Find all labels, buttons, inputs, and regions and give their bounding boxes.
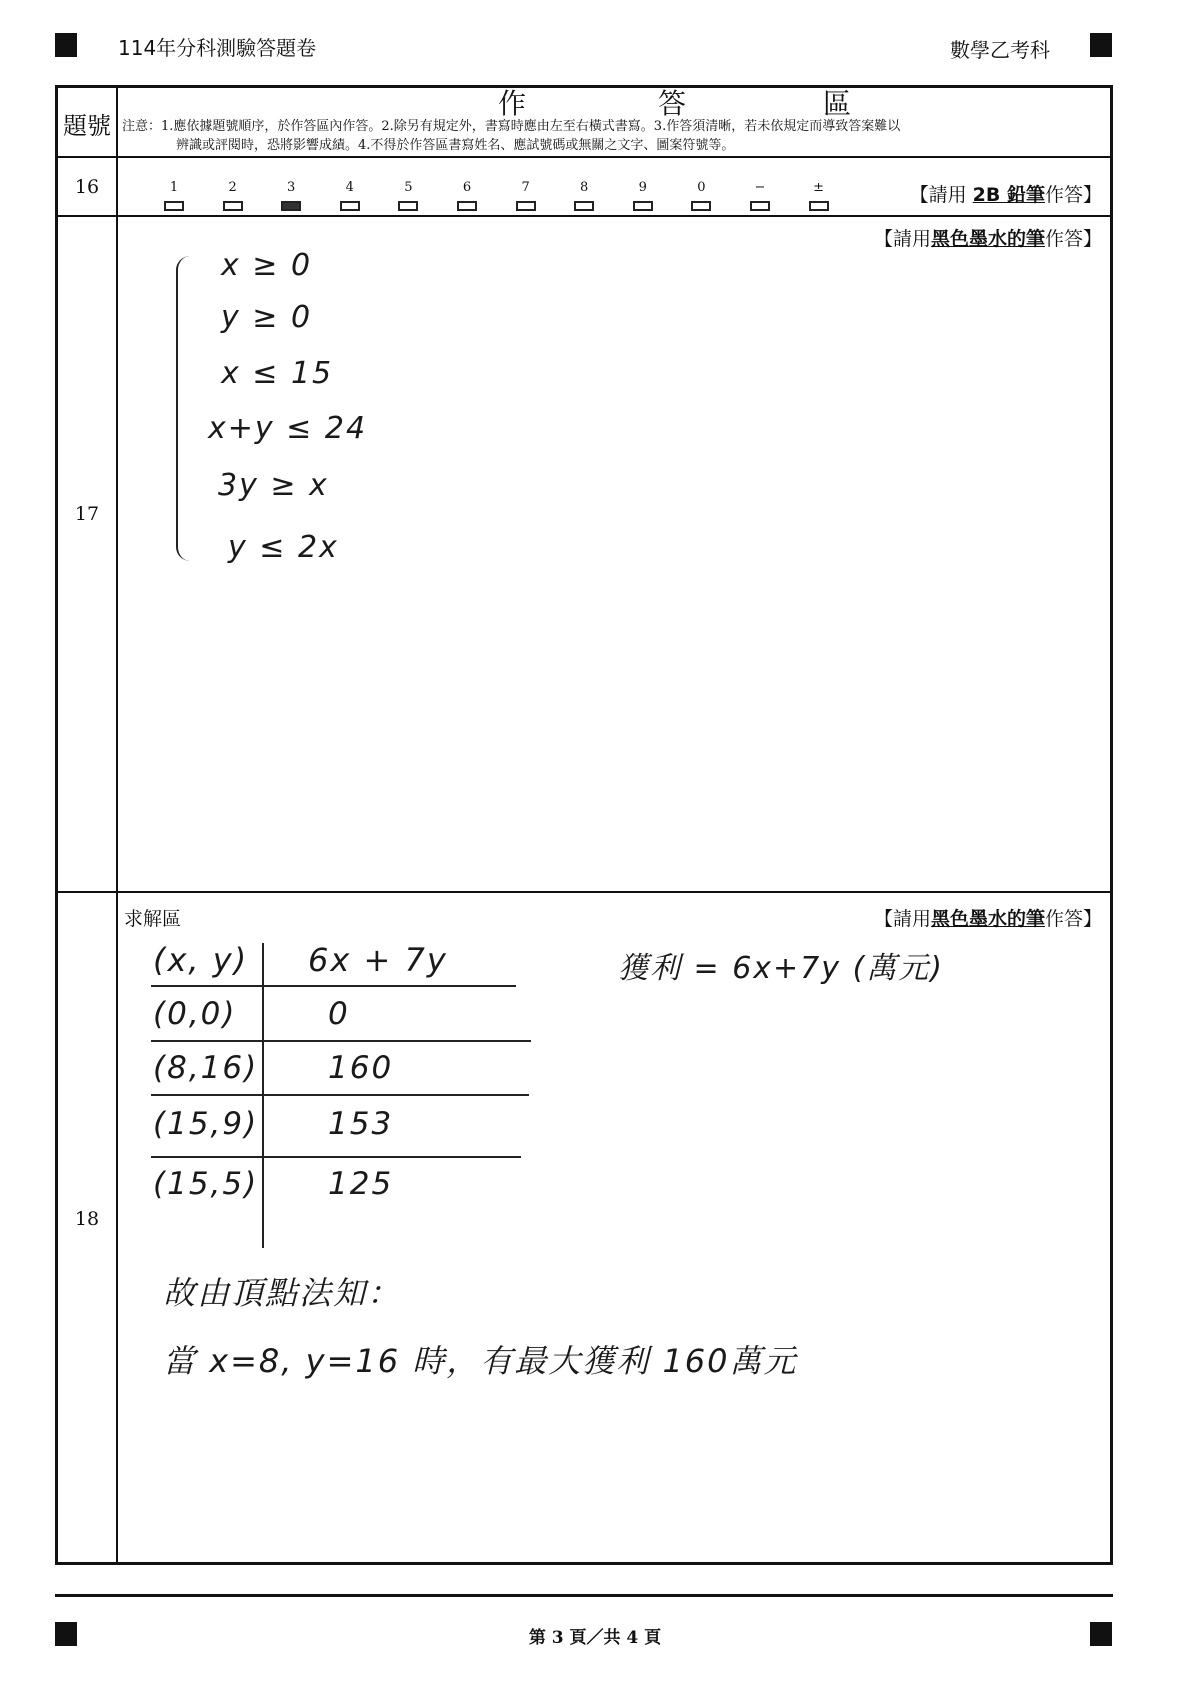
bubble-box[interactable] <box>457 201 477 211</box>
answer-bubble-11[interactable] <box>748 180 772 211</box>
bubble-label: 0 <box>697 180 706 195</box>
table-cell-point: (15,9) <box>153 1106 259 1142</box>
pencil-instruction: 【請用 2B 鉛筆作答】 <box>909 184 1102 206</box>
table-header-point: (x, y) <box>153 941 249 979</box>
bubble-label: 6 <box>462 180 472 195</box>
ink-instruction: 【請用黑色墨水的筆作答】 <box>873 228 1102 250</box>
conclusion-line-2: 當 x=8, y=16 時，有最大獲利 160萬元 <box>163 1342 798 1380</box>
bubble-label: ± <box>813 180 825 195</box>
bubble-label: 2 <box>228 180 237 195</box>
constraint-line: x ≤ 15 <box>221 356 334 391</box>
table-cell-value: 125 <box>328 1166 394 1202</box>
bubble-label: 7 <box>521 180 530 195</box>
page-number: 第 3 頁／共 4 頁 <box>528 1628 662 1648</box>
answer-bubble-1[interactable] <box>162 180 186 211</box>
table-cell-value: 153 <box>328 1106 394 1142</box>
table-cell-point: (8,16) <box>153 1050 259 1086</box>
answer-sheet <box>55 85 1113 1565</box>
bubble-box[interactable] <box>691 201 711 211</box>
answer-bubble-10[interactable] <box>689 180 713 211</box>
solution-area-label: 求解區 <box>124 908 182 930</box>
table-rule <box>151 985 516 987</box>
table-header-value: 6x + 7y <box>308 941 448 979</box>
table-cell-value: 160 <box>328 1050 394 1086</box>
answer-bubble-12[interactable] <box>807 180 831 211</box>
bubble-box[interactable] <box>809 201 829 211</box>
constraint-line: y ≥ 0 <box>221 300 313 335</box>
row-divider <box>58 891 1110 893</box>
bubble-box[interactable] <box>516 201 536 211</box>
table-cell-point: (15,5) <box>153 1166 259 1202</box>
constraint-line: x ≥ 0 <box>221 248 313 283</box>
constraint-line: 3y ≥ x <box>218 468 329 503</box>
exam-title: 114年分科測驗答題卷 <box>118 36 317 60</box>
ink-instruction: 【請用黑色墨水的筆作答】 <box>873 908 1102 930</box>
registration-mark <box>1090 33 1112 57</box>
table-rule <box>151 1156 521 1158</box>
answer-bubble-4[interactable] <box>338 180 362 211</box>
answer-bubble-7[interactable] <box>514 180 538 211</box>
table-cell-point: (0,0) <box>153 996 237 1032</box>
bubble-label: − <box>754 180 766 195</box>
profit-formula: 獲利 = 6x+7y (萬元) <box>618 951 944 986</box>
question-number-header: 題號 <box>63 112 111 140</box>
brace-icon <box>176 256 194 561</box>
constraint-line: x+y ≤ 24 <box>208 411 368 446</box>
registration-mark <box>55 33 77 57</box>
bubble-box[interactable] <box>633 201 653 211</box>
column-divider <box>116 88 118 1562</box>
bubble-box[interactable] <box>164 201 184 211</box>
conclusion-line-1: 故由頂點法知： <box>163 1274 402 1312</box>
answer-bubble-2[interactable] <box>221 180 245 211</box>
bubble-label: 3 <box>287 180 296 195</box>
bubble-box[interactable] <box>398 201 418 211</box>
area-title: 作 答 區 <box>498 87 852 120</box>
answer-bubble-5[interactable] <box>396 180 420 211</box>
subject-title: 數學乙考科 <box>950 38 1050 62</box>
bubble-box[interactable] <box>750 201 770 211</box>
notice-line-2: 辨識或評閱時，恐將影響成績。4.不得於作答區書寫姓名、應試號碼或無關之文字、圖案符號等。 <box>176 138 735 153</box>
bubble-label: 9 <box>638 180 647 195</box>
bubble-box[interactable] <box>340 201 360 211</box>
answer-bubble-9[interactable] <box>631 180 655 211</box>
question-16-number: 16 <box>74 176 100 198</box>
bubble-label: 4 <box>345 180 354 195</box>
table-rule <box>151 1040 531 1042</box>
table-rule <box>151 1094 529 1096</box>
bubble-label: 1 <box>169 180 179 195</box>
row-divider <box>58 215 1110 217</box>
question-17-number: 17 <box>74 503 100 525</box>
bubble-box[interactable] <box>281 201 301 211</box>
constraint-line: y ≤ 2x <box>228 530 339 565</box>
bubble-box[interactable] <box>574 201 594 211</box>
answer-bubbles <box>58 158 958 218</box>
registration-mark <box>1090 1622 1112 1646</box>
footer-line <box>55 1594 1113 1597</box>
bubble-label: 5 <box>404 180 413 195</box>
bubble-label: 8 <box>580 180 589 195</box>
answer-bubble-3[interactable] <box>279 180 303 211</box>
bubble-box[interactable] <box>223 201 243 211</box>
answer-bubble-8[interactable] <box>572 180 596 211</box>
question-18-number: 18 <box>74 1208 100 1230</box>
table-cell-value: 0 <box>328 996 350 1032</box>
answer-bubble-6[interactable] <box>455 180 479 211</box>
notice-line-1: 注意：1.應依據題號順序，於作答區內作答。2.除另有規定外，書寫時應由左至右橫式書寫。3.作答須清晰，若未依規定而導致答案難以 <box>122 119 901 134</box>
